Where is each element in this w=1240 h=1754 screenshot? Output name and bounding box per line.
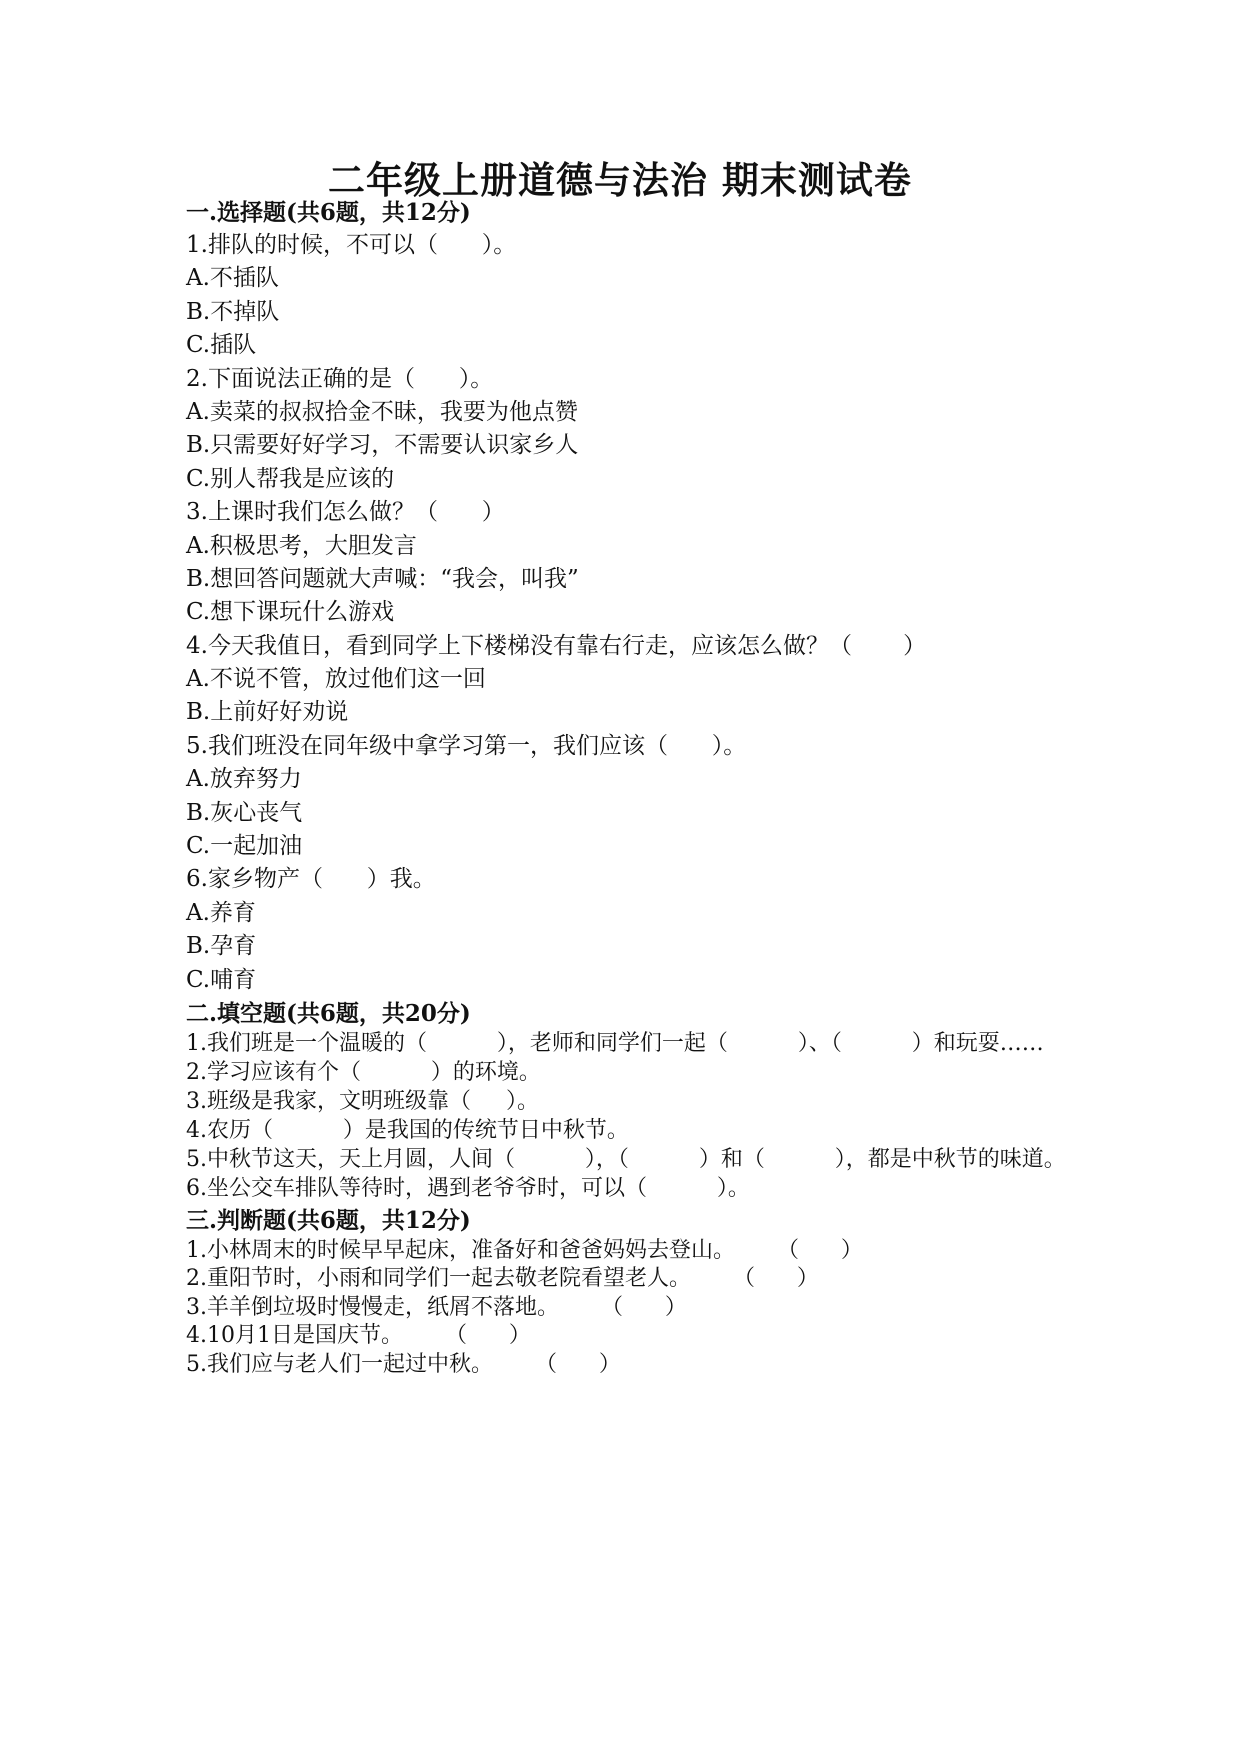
option-line: A.养育: [186, 899, 256, 926]
question-line: 6.家乡物产（ ）我。: [186, 866, 436, 893]
option-line: B.不掉队: [186, 298, 280, 325]
option-line: A.不说不管，放过他们这一回: [186, 666, 486, 693]
judge-question: 1.小林周末的时候早早起床，准备好和爸爸妈妈去登山。 （ ）: [186, 1237, 863, 1263]
judge-questions: [186, 1237, 1066, 1380]
judge-question: 5.我们应与老人们一起过中秋。 （ ）: [186, 1351, 621, 1377]
question-line: 4.今天我值日，看到同学上下楼梯没有靠右行走，应该怎么做？（ ）: [186, 632, 927, 659]
section-heading-fill: 二.填空题(共6题，共20分): [186, 999, 471, 1027]
section-heading-judge: 三.判断题(共6题，共12分): [186, 1206, 471, 1234]
exam-content: [186, 196, 1066, 1379]
fill-question: 5.中秋节这天，天上月圆，人间（ ），（ ）和（ ），都是中秋节的味道。: [186, 1146, 1066, 1172]
choice-questions: [186, 229, 1066, 997]
option-line: B.想回答问题就大声喊：“我会，叫我”: [186, 565, 579, 592]
option-line: A.放弃努力: [186, 766, 302, 793]
question-line: 5.我们班没在同年级中拿学习第一，我们应该（ ）。: [186, 732, 747, 759]
question-line: 1.排队的时候，不可以（ ）。: [186, 232, 517, 258]
option-line: A.积极思考，大胆发言: [186, 532, 417, 559]
option-line: B.上前好好劝说: [186, 699, 349, 726]
question-line: 3.上课时我们怎么做？（ ）: [186, 499, 505, 526]
option-line: C.想下课玩什么游戏: [186, 599, 395, 626]
judge-question: 3.羊羊倒垃圾时慢慢走，纸屑不落地。 （ ）: [186, 1294, 687, 1320]
page-title: 二年级上册道德与法治 期末测试卷: [328, 158, 912, 202]
option-line: A.不插队: [186, 265, 279, 292]
section-heading-choice: 一.选择题(共6题，共12分): [186, 199, 471, 226]
fill-question: 1.我们班是一个温暖的（ ），老师和同学们一起（ ）、（ ）和玩耍……: [186, 1030, 1044, 1056]
judge-question: 2.重阳节时，小雨和同学们一起去敬老院看望老人。 （ ）: [186, 1266, 819, 1292]
option-line: B.孕育: [186, 933, 257, 960]
option-line: C.插队: [186, 332, 257, 359]
judge-question: 4.10月1日是国庆节。 （ ）: [186, 1323, 531, 1349]
fill-question: 3.班级是我家，文明班级靠（ ）。: [186, 1088, 539, 1114]
option-line: A.卖菜的叔叔拾金不昧，我要为他点赞: [186, 398, 578, 425]
option-line: C.一起加油: [186, 833, 303, 860]
fill-question: 2.学习应该有个（ ）的环境。: [186, 1059, 541, 1085]
option-line: C.别人帮我是应该的: [186, 465, 395, 492]
option-line: C.哺育: [186, 966, 257, 993]
fill-questions: [186, 1030, 1066, 1203]
question-line: 2.下面说法正确的是（ ）。: [186, 365, 494, 392]
fill-question: 6.坐公交车排队等待时，遇到老爷爷时，可以（ ）。: [186, 1175, 750, 1201]
fill-question: 4.农历（ ）是我国的传统节日中秋节。: [186, 1117, 629, 1143]
option-line: B.只需要好好学习，不需要认识家乡人: [186, 432, 579, 459]
option-line: B.灰心丧气: [186, 799, 303, 826]
